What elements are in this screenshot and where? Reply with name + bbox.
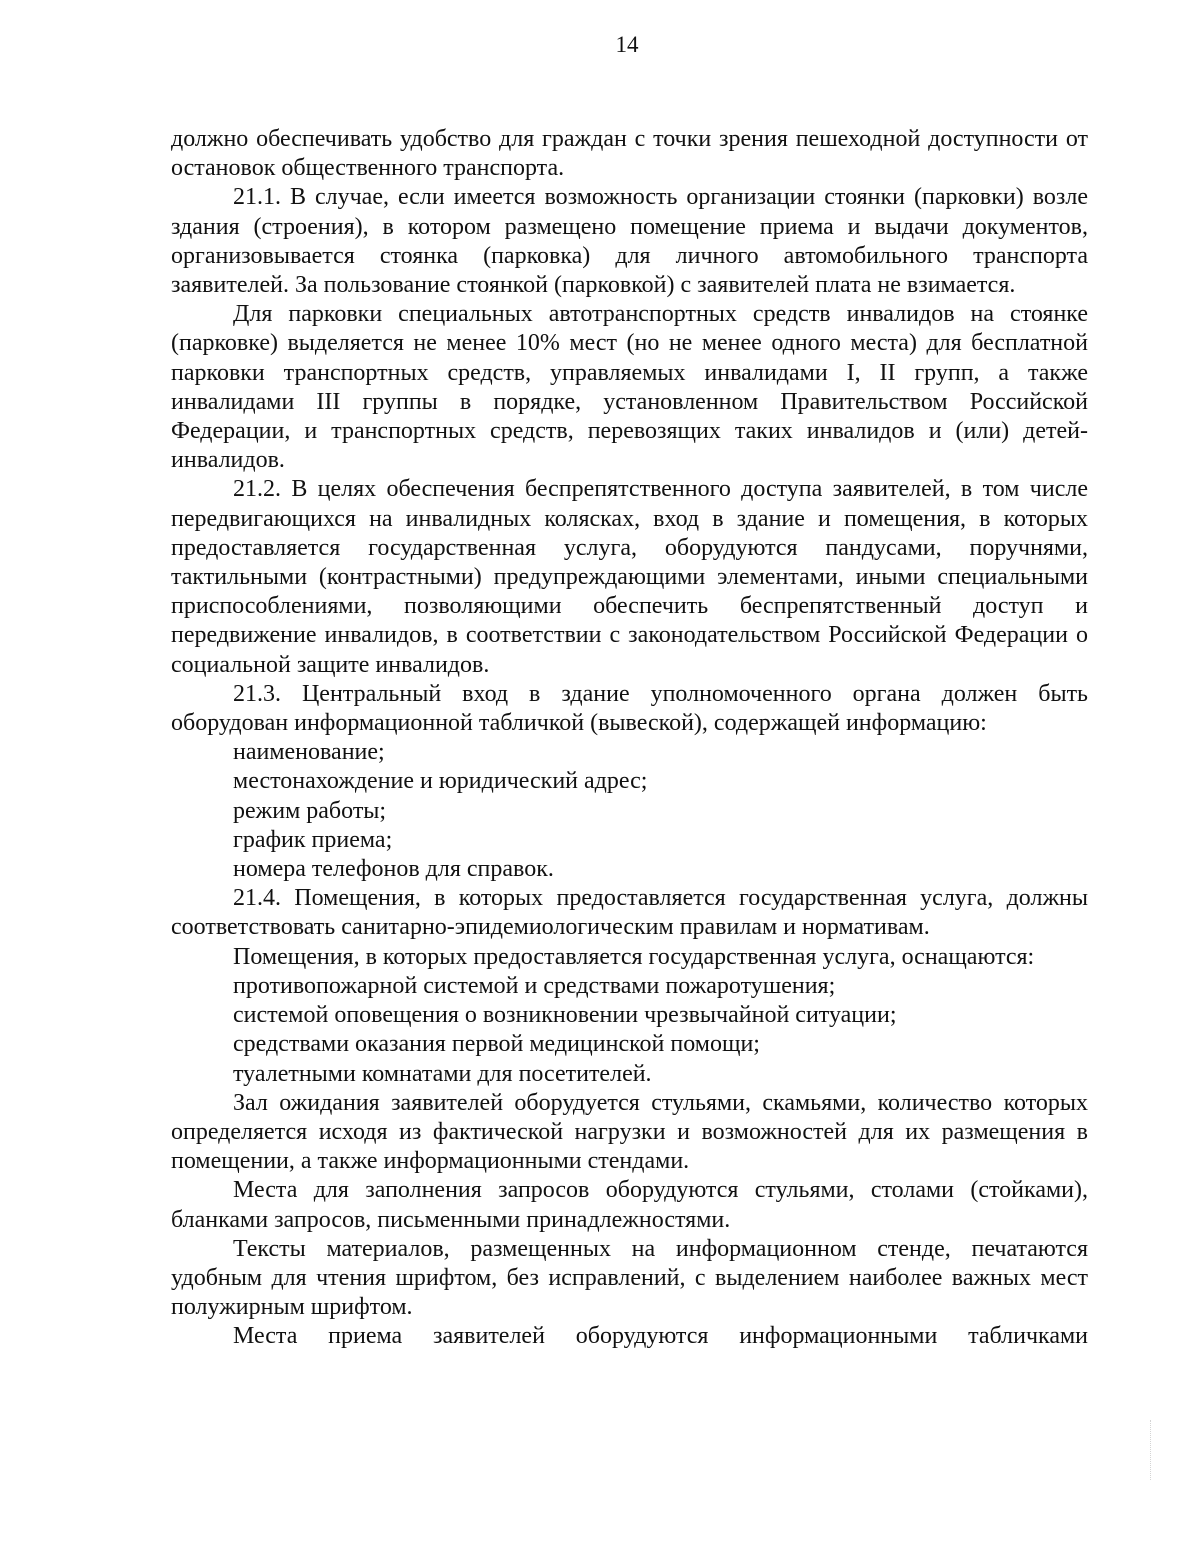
paragraph-21-4: 21.4. Помещения, в которых предоставляется государственная услуга, должны соответствовать санитарно-эпидемиологическим правилам и нормативам. [171, 885, 1088, 941]
paragraph-continuation: должно обеспечивать удобство для граждан с точки зрения пешеходной доступности от остановок общественного транспорта. [171, 126, 1088, 182]
paragraph-21-1: 21.1. В случае, если имеется возможность организации стоянки (парковки) возле здания (строения), в котором размещено помещение приема и выдачи документов, организовывается стоянка (парковка) для личного автомобильного транспорта заявителей. За пользование стоянкой (парковкой) с заявителей плата не взимается. [171, 184, 1088, 299]
list-item-reception-schedule: график приема; [233, 826, 393, 853]
page-number: 14 [615, 32, 639, 57]
paragraph-request-areas: Места для заполнения запросов оборудуются стульями, столами (стойками), бланками запросов, письменными принадлежностями. [171, 1177, 1088, 1233]
paragraph-premises-equipment: Помещения, в которых предоставляется государственная услуга, оснащаются: [233, 943, 1035, 970]
paragraph-21-2: 21.2. В целях обеспечения беспрепятственного доступа заявителей, в том числе передвигающихся на инвалидных колясках, вход в здание и помещения, в которых предоставляется государственная услуга, оборудуются пандусами, поручнями, тактильными (контрастными) предупреждающими элементами, иными специальными приспособлениями, позволяющими обеспечить беспрепятственный доступ и передвижение инвалидов, в соответствии с законодательством Российской Федерации о социальной защите инвалидов. [171, 476, 1088, 678]
list-item-alert-system: системой оповещения о возникновении чрезвычайной ситуации; [233, 1002, 897, 1029]
list-item-name: наименование; [233, 739, 385, 766]
scan-margin-mark [1150, 1420, 1153, 1480]
list-item-address: местонахождение и юридический адрес; [233, 768, 648, 795]
paragraph-disabled-parking: Для парковки специальных автотранспортных средств инвалидов на стоянке (парковке) выделяется не менее 10% мест (но не менее одного места) для бесплатной парковки транспортных средств, управляемых инвалидами I, II групп, а также инвалидами III группы в порядке, установленном Правительством Российской Федерации, и транспортных средств, перевозящих таких инвалидов и (или) детей-инвалидов. [171, 301, 1088, 474]
document-body [171, 125, 1088, 1352]
paragraph-stand-texts: Тексты материалов, размещенных на информационном стенде, печатаются удобным для чтения шрифтом, без исправлений, с выделением наиболее важных мест полужирным шрифтом. [171, 1235, 1088, 1321]
list-item-restrooms: туалетными комнатами для посетителей. [233, 1060, 652, 1087]
paragraph-21-3: 21.3. Центральный вход в здание уполномоченного органа должен быть оборудован информационной табличкой (вывеской), содержащей информацию: [171, 680, 1088, 737]
list-item-phone-numbers: номера телефонов для справок. [233, 856, 554, 883]
list-item-first-aid: средствами оказания первой медицинской помощи; [233, 1031, 760, 1058]
list-item-fire-system: противопожарной системой и средствами пожаротушения; [233, 972, 836, 999]
paragraph-reception-places: Места приема заявителей оборудуются информационными табличками [233, 1323, 1088, 1350]
list-item-work-hours: режим работы; [233, 797, 387, 824]
paragraph-waiting-hall: Зал ожидания заявителей оборудуется стульями, скамьями, количество которых определяется исходя из фактической нагрузки и возможностей для их размещения в помещении, а также информационными стендами. [171, 1089, 1088, 1175]
